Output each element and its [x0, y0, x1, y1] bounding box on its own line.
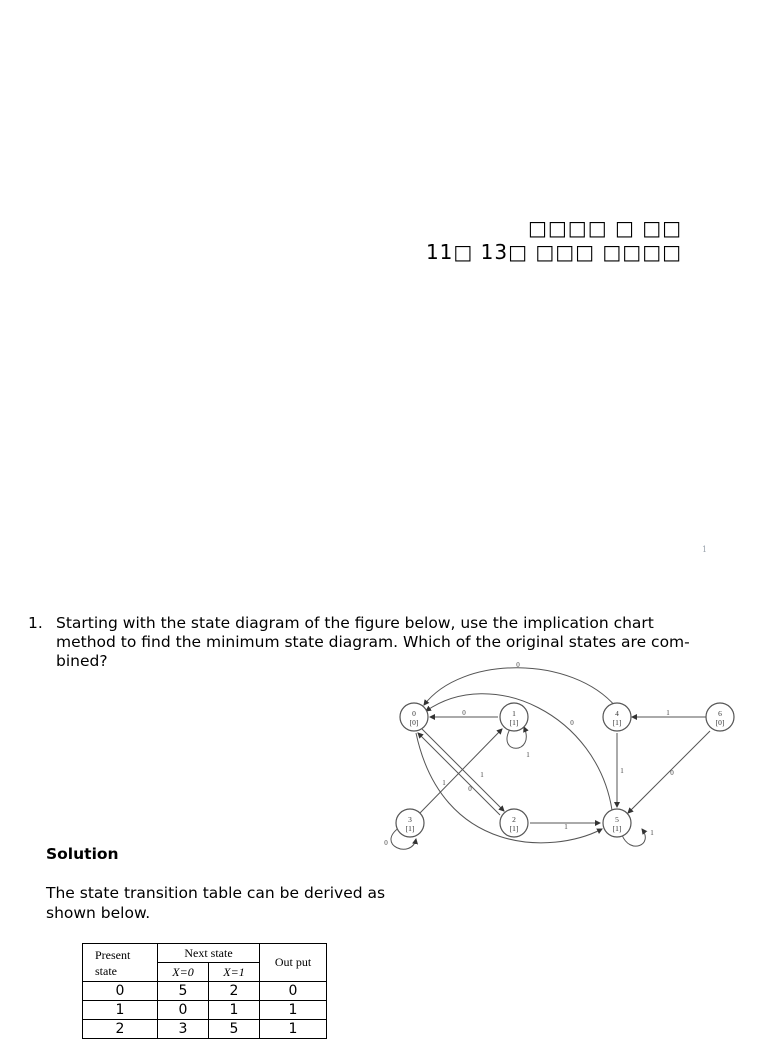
table-row — [83, 982, 327, 1001]
state-id: 4 — [615, 709, 619, 718]
state-output: [0] — [715, 718, 725, 727]
edge-label: 1 — [442, 779, 446, 787]
edge-label: 0 — [468, 785, 472, 793]
header-output: Out put — [260, 944, 327, 982]
problem-text: Starting with the state diagram of the figure below, use the implication chart method to find the minimum state diagram. Which of the original states are com- bined? — [56, 614, 690, 670]
cell-x1: 1 — [209, 1001, 260, 1020]
cell-out: 0 — [260, 982, 327, 1001]
edge-label: 1 — [526, 751, 530, 759]
table-row — [83, 1020, 327, 1039]
edge-label: 0 — [570, 719, 574, 727]
cell-x1: 5 — [209, 1020, 260, 1039]
state-id: 5 — [615, 815, 619, 824]
edge-label: 1 — [480, 771, 484, 779]
solution-text: The state transition table can be derived as shown below. — [46, 884, 386, 922]
state-transition-table — [82, 943, 327, 1039]
state-output: [1] — [612, 824, 622, 833]
edge-label: 0 — [462, 709, 466, 717]
cell-out: 1 — [260, 1001, 327, 1020]
edge-4-0 — [424, 668, 616, 707]
edge-6-5 — [628, 731, 710, 813]
state-id: 3 — [408, 815, 412, 824]
page-number: 1 — [702, 545, 708, 554]
cell-x1: 2 — [209, 982, 260, 1001]
edge-label: 1 — [666, 709, 670, 717]
edge-label: 1 — [620, 767, 624, 775]
edge-3-1 — [420, 729, 502, 813]
title-line-1: □□□□ □ □□ — [528, 216, 682, 240]
state-id: 6 — [718, 709, 722, 718]
cell-state: 0 — [83, 982, 158, 1001]
cell-x0: 0 — [158, 1001, 209, 1020]
cell-x0: 3 — [158, 1020, 209, 1039]
header-next-state: Next state — [158, 944, 260, 963]
table-row — [83, 1001, 327, 1020]
state-id: 1 — [512, 709, 516, 718]
state-transition-table-container — [82, 943, 327, 1039]
state-output: [1] — [509, 718, 519, 727]
edge-label: 1 — [650, 829, 654, 837]
title-line-2: 11□ 13□ □□□ □□□□ — [425, 240, 682, 264]
edge-label: 0 — [516, 661, 520, 669]
state-id: 2 — [512, 815, 516, 824]
header-x1: X=1 — [209, 963, 260, 982]
state-output: [0] — [409, 718, 419, 727]
cell-state: 2 — [83, 1020, 158, 1039]
state-output: [1] — [509, 824, 519, 833]
state-id: 0 — [412, 709, 416, 718]
cell-x0: 5 — [158, 982, 209, 1001]
state-diagram — [372, 655, 744, 855]
header-present-2: state — [95, 963, 117, 978]
edge-label: 1 — [564, 823, 568, 831]
header-present-state — [83, 944, 158, 982]
edge-label: 0 — [384, 839, 388, 847]
header-x0: X=0 — [158, 963, 209, 982]
state-output: [1] — [612, 718, 622, 727]
edge-label: 0 — [670, 769, 674, 777]
header-present-1: Present — [95, 947, 131, 962]
solution-heading: Solution — [46, 845, 119, 863]
cell-out: 1 — [260, 1020, 327, 1039]
cell-state: 1 — [83, 1001, 158, 1020]
problem-number: 1. — [28, 614, 43, 632]
state-output: [1] — [405, 824, 415, 833]
